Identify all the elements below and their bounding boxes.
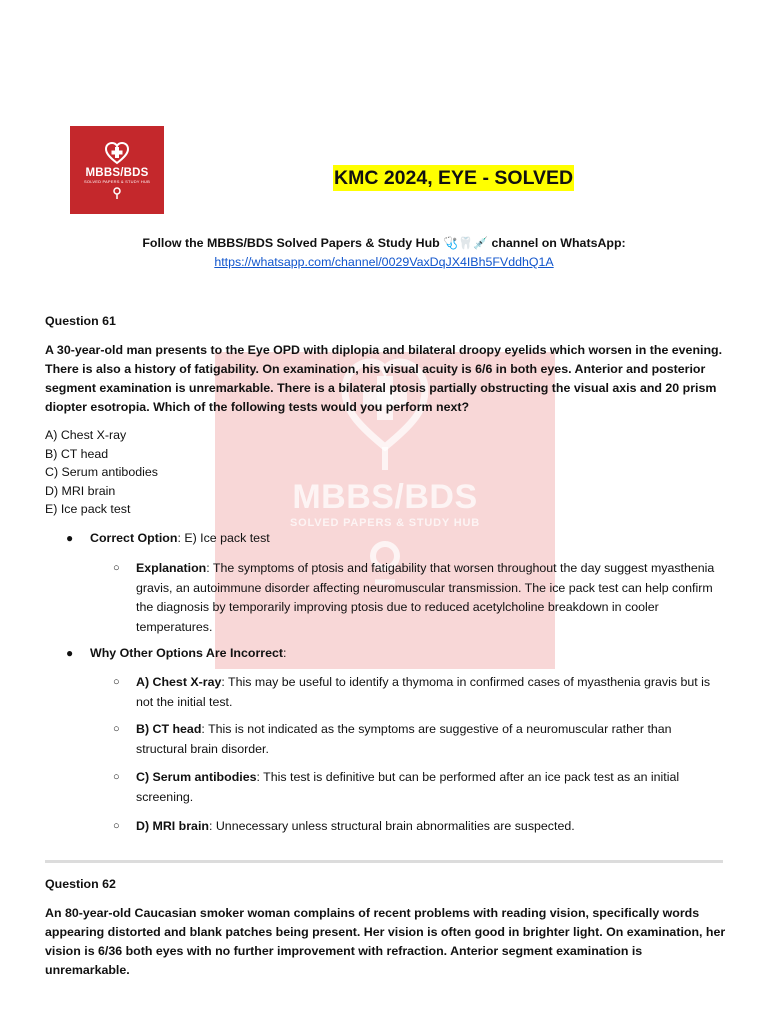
sub-bullet-icon: ○ [113,820,120,832]
why-item-text: : This may be useful to identify a thymoma in confirmed cases of myasthenia gravis but is not the initial test. [136,675,711,709]
why-item-a [113,673,723,712]
option-a: A) Chest X-ray [45,428,127,442]
why-item-d [113,817,723,837]
question-62-label: Question 62 [45,877,116,891]
follow-text-end: channel on WhatsApp: [488,236,626,250]
explanation-item [113,559,723,637]
sub-bullet-icon: ○ [113,771,120,783]
sub-bullet-icon: ○ [113,723,120,735]
explanation-label: Explanation [136,561,207,575]
question-61-text: A 30-year-old man presents to the Eye OPD with diplopia and bilateral droopy eyelids which worsen in the evening. There is also a history of fatigability. On examination, his visual acuity is 6/6 in both eyes. Anterior and posterior segment examination is unremarkable. There is a bilateral ptosis partially obstructing the visual axis and 20 prism diopter esotropia. Which of the following tests would you perform next? [45,343,723,414]
correct-option-item [66,529,270,548]
watermark-subtitle: SOLVED PAPERS & STUDY HUB [290,517,480,529]
why-item-label: B) CT head [136,722,202,736]
correct-option-label: Correct Option [90,531,178,545]
sub-bullet-icon: ○ [113,562,120,574]
whatsapp-channel-link[interactable]: https://whatsapp.com/channel/0029VaxDqJX4IBh5FVddhQ1A [214,255,554,269]
logo-subtitle: SOLVED PAPERS & STUDY HUB [84,178,150,184]
option-c: C) Serum antibodies [45,465,158,479]
option-d: D) MRI brain [45,483,116,498]
why-item-label: C) Serum antibodies [136,770,257,784]
why-item-text: : Unnecessary unless structural brain abnormalities are suspected. [208,819,575,833]
pin-icon [112,186,122,200]
why-item-c [113,768,723,807]
why-item-b [113,720,723,759]
why-item-label: A) Chest X-ray [136,675,222,689]
why-item-label: D) MRI brain [136,819,209,833]
correct-option-value: : E) Ice pack test [177,531,270,545]
why-item-text: : This is not indicated as the symptoms are suggestive of a neuromuscular rather than structural brain disorder. [136,722,672,756]
question-62-text: An 80-year-old Caucasian smoker woman complains of recent problems with reading vision, specifically words appearing distorted and blank patches being present. Her vision is often good in brighter light. On examination, her vision is 6/36 both eyes with no further improvement with refraction. Anterior segment examination is unremarkable. [45,906,726,977]
medical-emoji-icons: 🩺🦷💉 [443,236,488,250]
logo [70,126,164,214]
section-divider [45,860,723,863]
why-incorrect-colon: : [283,646,287,660]
option-e: E) Ice pack test [45,502,131,516]
heart-cross-icon [104,141,130,165]
watermark-title: MBBS/BDS [292,478,478,516]
logo-text: MBBS/BDS [85,166,149,179]
bullet-icon: ● [66,531,74,545]
explanation-text: : The symptoms of ptosis and fatigability that worsen throughout the day suggest myasthenia gravis, an autoimmune disorder affecting neuromuscular transmission. The ice pack test can help confirm the diagnosis by temporarily improving ptosis due to reduced acetylcholine breakdown in cooler temperatures. [136,561,715,634]
follow-line [0,234,768,253]
why-item-text: : This test is definitive but can be performed after an ice pack test as an initial screening. [136,770,680,804]
bullet-icon: ● [66,646,74,660]
why-incorrect-label: Why Other Options Are Incorrect [90,646,283,660]
follow-text: Follow the MBBS/BDS Solved Papers & Study Hub [142,236,444,250]
question-61-label: Question 61 [45,314,116,328]
page-title: KMC 2024, EYE - SOLVED [334,167,574,189]
sub-bullet-icon: ○ [113,676,120,688]
why-incorrect-item [66,644,286,663]
option-b: B) CT head [45,446,109,461]
